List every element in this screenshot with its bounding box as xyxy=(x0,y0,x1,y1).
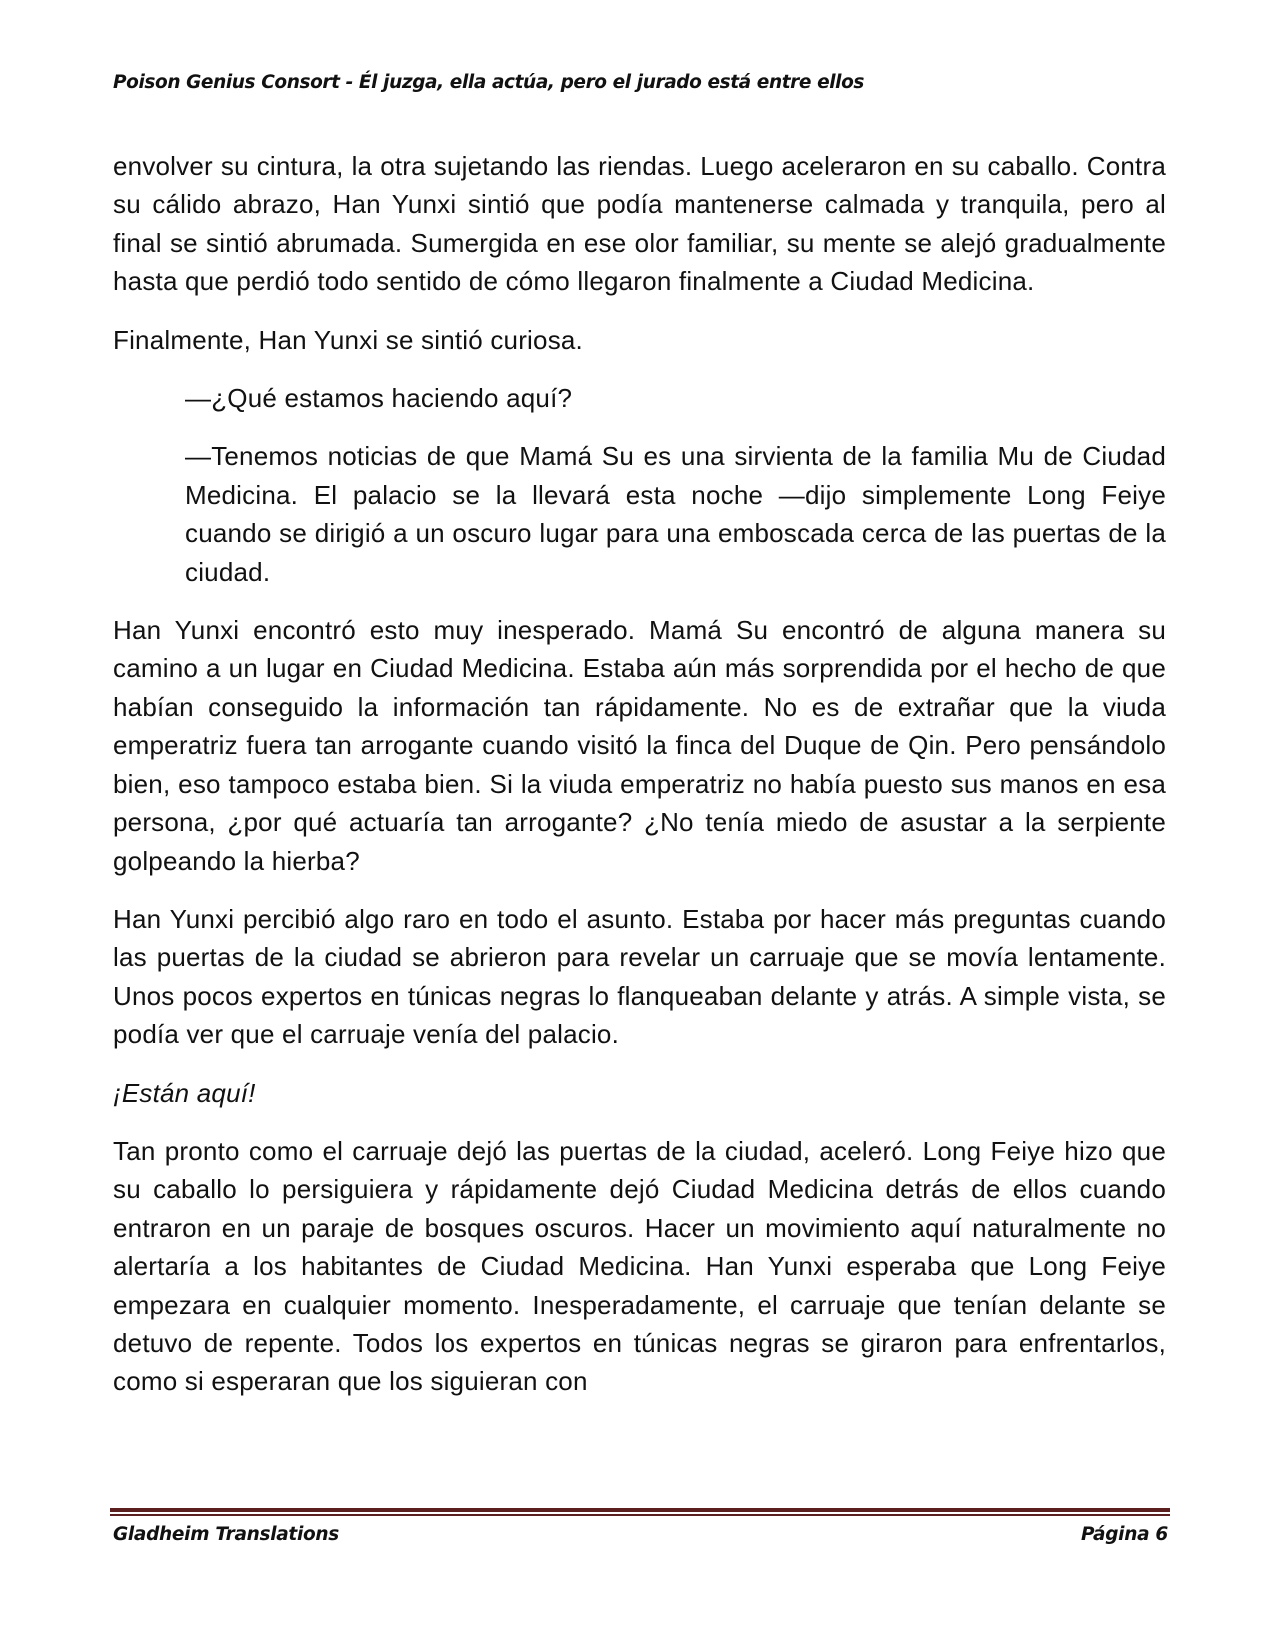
paragraph: envolver su cintura, la otra sujetando las riendas. Luego aceleraron en su caballo. Contra su cálido abrazo, Han Yunxi sintió que podía mantenerse calmada y tranquila, pero al final se sintió abrumada. Sumergida en ese olor familiar, su mente se alejó gradualmente hasta que perdió todo sentido de cómo llegaron finalmente a Ciudad Medicina. xyxy=(113,151,1166,297)
footer-page-number: Página 6 xyxy=(1080,1524,1168,1545)
dialogue-line: —¿Qué estamos haciendo aquí? xyxy=(185,383,573,414)
document-body xyxy=(113,147,1166,1421)
footer-publisher: Gladheim Translations xyxy=(113,1524,340,1545)
page-header-title: Poison Genius Consort - Él juzga, ella actúa, pero el jurado está entre ellos xyxy=(113,72,865,93)
paragraph: Tan pronto como el carruaje dejó las puertas de la ciudad, aceleró. Long Feiye hizo que su caballo lo persiguiera y rápidamente dejó Ciudad Medicina detrás de ellos cuando entraron en un paraje de bosques oscuros. Hacer un movimiento aquí naturalmente no alertaría a los habitantes de Ciudad Medicina. Han Yunxi esperaba que Long Feiye empezara en cualquier momento. Inesperadamente, el carruaje que tenían delante se detuvo de repente. Todos los expertos en túnicas negras se giraron para enfrentarlos, como si esperaran que los siguieran con xyxy=(113,1135,1166,1397)
dialogue-line: —Tenemos noticias de que Mamá Su es una sirvienta de la familia Mu de Ciudad Medicina. El palacio se la llevará esta noche —dijo simplemente Long Feiye cuando se dirigió a un oscuro lugar para una emboscada cerca de las puertas de la ciudad. xyxy=(185,441,1166,587)
italic-thought: ¡Están aquí! xyxy=(113,1077,256,1108)
paragraph: Finalmente, Han Yunxi se sintió curiosa. xyxy=(113,324,583,355)
paragraph: Han Yunxi percibió algo raro en todo el asunto. Estaba por hacer más preguntas cuando las puertas de la ciudad se abrieron para revelar un carruaje que se movía lentamente. Unos pocos expertos en túnicas negras lo flanqueaban delante y atrás. A simple vista, se podía ver que el carruaje venía del palacio. xyxy=(113,903,1166,1050)
paragraph: Han Yunxi encontró esto muy inesperado. Mamá Su encontró de alguna manera su camino a un lugar en Ciudad Medicina. Estaba aún más sorprendida por el hecho de que habían conseguido la información tan rápidamente. No es de extrañar que la viuda emperatriz fuera tan arrogante cuando visitó la finca del Duque de Qin. Pero pensándolo bien, eso tampoco estaba bien. Si la viuda emperatriz no había puesto sus manos en esa persona, ¿por qué actuaría tan arrogante? ¿No tenía miedo de asustar a la serpiente golpeando la hierba? xyxy=(113,615,1166,876)
footer-divider xyxy=(110,1508,1170,1516)
